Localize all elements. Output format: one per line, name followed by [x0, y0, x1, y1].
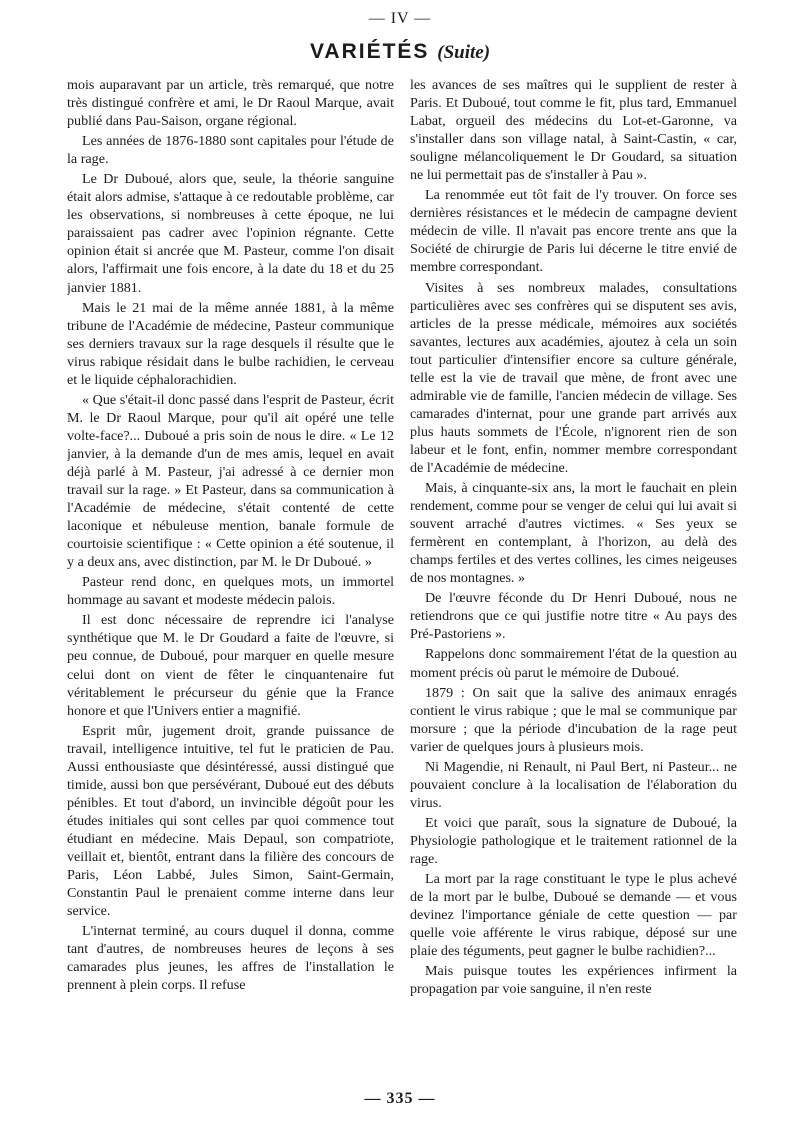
- footer-page-number: — 335 —: [364, 1090, 436, 1107]
- left-column: [67, 76, 394, 1094]
- left-paragraph-7: Il est donc nécessaire de reprendre ici l'analyse synthétique que M. le Dr Goudard a faite de l'œuvre, si peu connue, de Duboué, pour marquer en quelle mesure celui dont on vient de fêter le cinquantenaire fut véritablement le précurseur du génie que la France honore et que l'Univers entier a magnifié.: [67, 612, 394, 719]
- header-page-roman: — IV —: [368, 10, 432, 27]
- right-paragraph-10: La mort par la rage constituant le type le plus achevé de la mort par le bulbe, Duboué se demande — et vous devinez l'importance géniale de cette question — par quelle voie afférente le virus rabique, déposé sur une plaie des téguments, peut gagner le bulbe rachidien?...: [410, 871, 737, 960]
- right-paragraph-1: les avances de ses maîtres qui le supplient de rester à Paris. Et Duboué, tout comme le fit, plus tard, Emmanuel Labat, orgueil des médecins du Lot-et-Garonne, va s'installer dans son village natal, à Saint-Castin, « car, souligne mélancoliquement le Dr Goudard, sa situation ne lui permettait pas de s'installer à Pau ».: [410, 77, 737, 184]
- section-title: [0, 40, 800, 64]
- left-paragraph-8: Esprit mûr, jugement droit, grande puissance de travail, intelligence intuitive, tel fut le praticien de Pau. Aussi enthousiaste que désintéressé, aussi distingué que timide, aussi bon que persévérant, Duboué eut des débuts pénibles. Et tout d'abord, un invincible dégoût pour les études initiales qui sont celles par quoi commence tout étudiant en médecine. Mais Depaul, son compatriote, veillait et, bientôt, entrant dans la filière des concours de Paris, Léon Labbé, Jules Simon, Saint-Germain, Constantin Paul le prenaient comme interne dans leur service.: [67, 722, 394, 920]
- left-paragraph-1: mois auparavant par un article, très remarqué, que notre très distingué confrère et ami, le Dr Raoul Marque, avait publié dans Pau-Saison, organe régional.: [67, 77, 394, 130]
- right-paragraph-9: Et voici que paraît, sous la signature de Duboué, la Physiologie pathologique et le traitement rationnel de la rage.: [410, 814, 737, 867]
- left-paragraph-6: Pasteur rend donc, en quelques mots, un immortel hommage au savant et modeste médecin palois.: [67, 574, 394, 609]
- left-paragraph-5: « Que s'était-il donc passé dans l'esprit de Pasteur, écrit M. le Dr Raoul Marque, pour qu'il ait opéré une telle volte-face?... Duboué a pris soin de nous le dire. « Le 12 janvier, à la demande d'un de mes amis, lequel en avait déjà parlé à M. Pasteur, j'ai adressé à ce dernier mon travail sur la rage. » Et Pasteur, dans sa communication à l'Académie de médecine, s'était contenté de cette laconique et nébuleuse mention, banale formule de courtoisie scientifique : « Cette opinion a été soutenue, il y a deux ans, avec distinction, par M. le Dr Duboué. »: [67, 391, 394, 571]
- right-paragraph-8: Ni Magendie, ni Renault, ni Paul Bert, ni Pasteur... ne pouvaient conclure à la localisation de l'élaboration du virus.: [410, 758, 737, 811]
- section-title-suite: (Suite): [437, 42, 491, 63]
- left-paragraph-9: L'internat terminé, au cours duquel il donna, comme tant d'autres, de nombreuses heures de leçons à ses camarades plus jeunes, les affres de l'installation le prennent à plein corps. Il refuse: [67, 923, 394, 994]
- section-title-text: VARIÉTÉS: [309, 40, 430, 63]
- right-paragraph-2: La renommée eut tôt fait de l'y trouver. On force ses dernières résistances et le médecin de campagne devient médecin de ville. Il n'avait pas encore trente ans que la Société de chirurgie de Paris lui décerne le titre envié de membre correspondant.: [410, 187, 737, 276]
- right-paragraph-3: Visites à ses nombreux malades, consultations particulières avec ses confrères qui se disputent ses avis, articles de la presse médicale, mémoires aux sociétés savantes, lectures aux académies, ajoutez à cela un soin tout particulier d'intensifier encore sa culture générale, telle est la vie de travail que mène, de front avec une admirable vie de famille, l'ancien médecin de village. Ses camarades d'internat, pour une grande part arrivés aux plus hauts sommets de l'École, n'ignorent rien de son labeur et le font, enfin, nommer membre correspondant de l'Académie de médecine.: [410, 279, 737, 476]
- right-paragraph-11: Mais puisque toutes les expériences infirment la propagation par voie sanguine, il n'en reste: [410, 963, 737, 998]
- left-paragraph-2: Les années de 1876-1880 sont capitales pour l'étude de la rage.: [67, 133, 394, 168]
- right-paragraph-7: 1879 : On sait que la salive des animaux enragés contient le virus rabique ; que le mal se communique par morsure ; que la période d'incubation de la rage peut varier de quelques jours à plusieurs mois.: [410, 684, 737, 755]
- left-paragraph-3: Le Dr Duboué, alors que, seule, la théorie sanguine était alors admise, s'attaque à ce redoutable problème, car les observations, si nombreuses à cette époque, ne lui paraissaient pas cadrer avec l'opinion régnante. Cette opinion était si ancrée que M. Pasteur, comme l'on disait alors, l'affirmait une fois encore, à la date du 18 et du 25 janvier 1881.: [67, 171, 394, 296]
- right-paragraph-6: Rappelons donc sommairement l'état de la question au moment précis où parut le mémoire de Duboué.: [410, 646, 737, 681]
- left-paragraph-4: Mais le 21 mai de la même année 1881, à la même tribune de l'Académie de médecine, Pasteur communique ses derniers travaux sur la rage desquels il résulte que le virus rabique résidait dans le bulbe rachidien, le cerveau et le liquide céphalorachidien.: [67, 299, 394, 388]
- right-paragraph-4: Mais, à cinquante-six ans, la mort le fauchait en plein rendement, comme pour se venger de celui qui lui avait si souvent arraché d'autres victimes. « Ses yeux se fermèrent en contemplant, à l'horizon, au delà des champs fertiles et des vertes collines, les cimes neigeuses de nos montagnes. »: [410, 480, 737, 587]
- right-paragraph-5: De l'œuvre féconde du Dr Henri Duboué, nous ne retiendrons que ce qui justifie notre titre « Au pays des Pré-Pastoriens ».: [410, 590, 737, 643]
- right-column: [410, 76, 737, 1094]
